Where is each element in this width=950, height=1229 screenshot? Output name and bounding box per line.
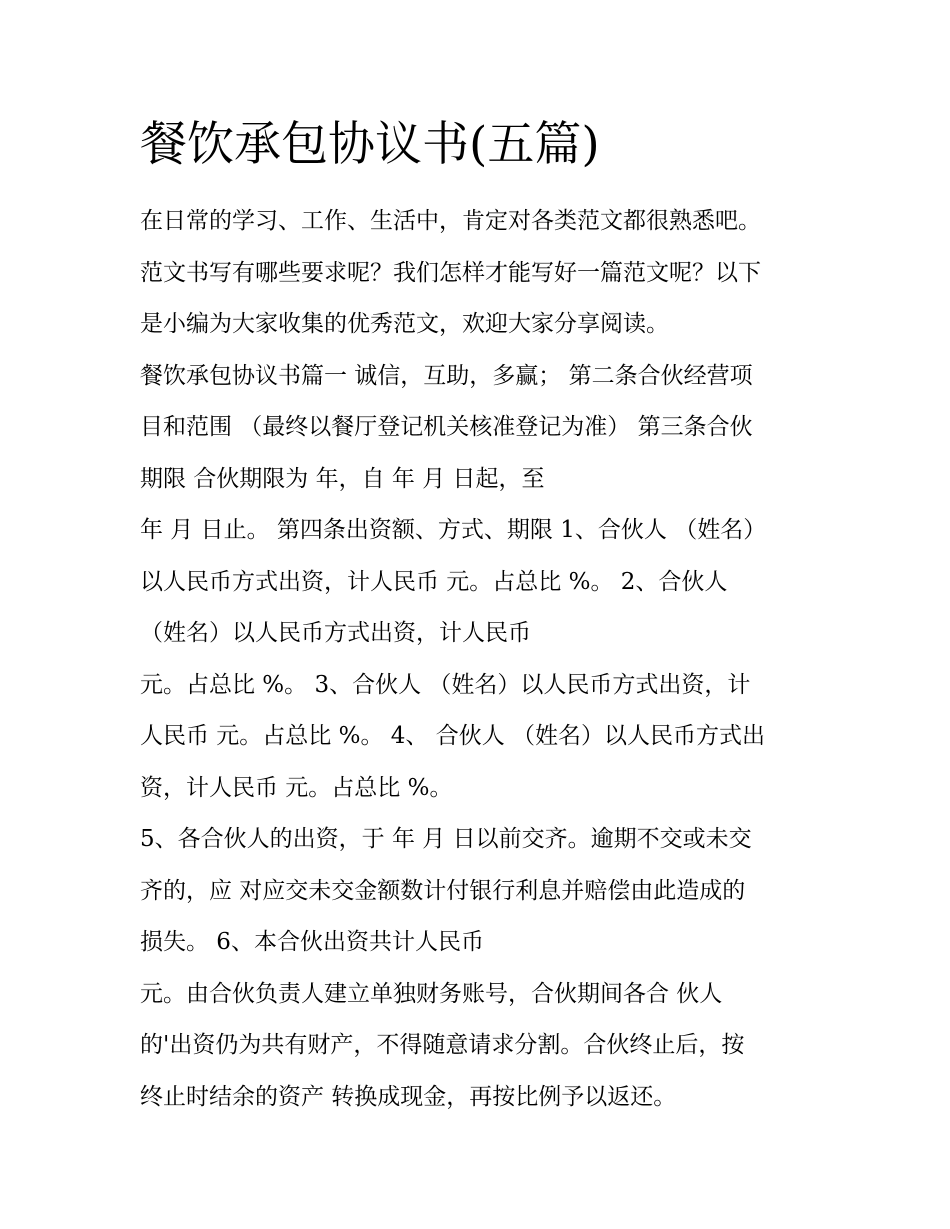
document-body bbox=[140, 196, 840, 1123]
body-line: 目和范围 （最终以餐厅登记机关核准登记为准） 第三条合伙 bbox=[140, 414, 753, 440]
body-line: 人民币 元。占总比 %。 4、 合伙人 （姓名）以人民币方式出 bbox=[140, 723, 766, 749]
body-line: 齐的，应 对应交未交金额数计付银行利息并赔偿由此造成的 bbox=[140, 877, 746, 904]
body-line: 终止时结余的资产 转换成现金，再按比例予以返还。 bbox=[140, 1083, 677, 1110]
body-line: 元。由合伙负责人建立单独财务账号，合伙期间各合 伙人 bbox=[140, 980, 723, 1007]
body-line: （姓名）以人民币方式出资，计人民币 bbox=[140, 620, 531, 646]
body-line: 损失。 6、本合伙出资共计人民币 bbox=[140, 929, 484, 955]
body-line: 元。占总比 %。 3、合伙人 （姓名）以人民币方式出资，计 bbox=[140, 671, 751, 698]
body-line: 在日常的学习、工作、生活中，肯定对各类范文都很熟悉吧。 bbox=[140, 208, 761, 234]
body-line: 年 月 日止。 第四条出资额、方式、期限 1、合伙人 （姓名） bbox=[140, 517, 767, 543]
document-title: 餐饮承包协议书(五篇) bbox=[140, 117, 600, 172]
body-line: 期限 合伙期限为 年，自 年 月 日起，至 bbox=[140, 465, 545, 492]
body-line: 5、各合伙人的出资，于 年 月 日以前交齐。逾期不交或未交 bbox=[140, 826, 752, 852]
body-line: 以人民币方式出资，计人民币 元。占总比 %。 2、合伙人 bbox=[140, 568, 728, 595]
body-line: 资，计人民币 元。占总比 %。 bbox=[140, 774, 453, 801]
body-line: 是小编为大家收集的优秀范文，欢迎大家分享阅读。 bbox=[140, 311, 669, 337]
body-line: 餐饮承包协议书篇一 诚信，互助，多赢； 第二条合伙经营项 bbox=[140, 362, 753, 389]
body-line: 范文书写有哪些要求呢？我们怎样才能写好一篇范文呢？以下 bbox=[140, 259, 761, 286]
body-line: 的'出资仍为共有财产，不得随意请求分割。合伙终止后，按 bbox=[140, 1032, 745, 1058]
